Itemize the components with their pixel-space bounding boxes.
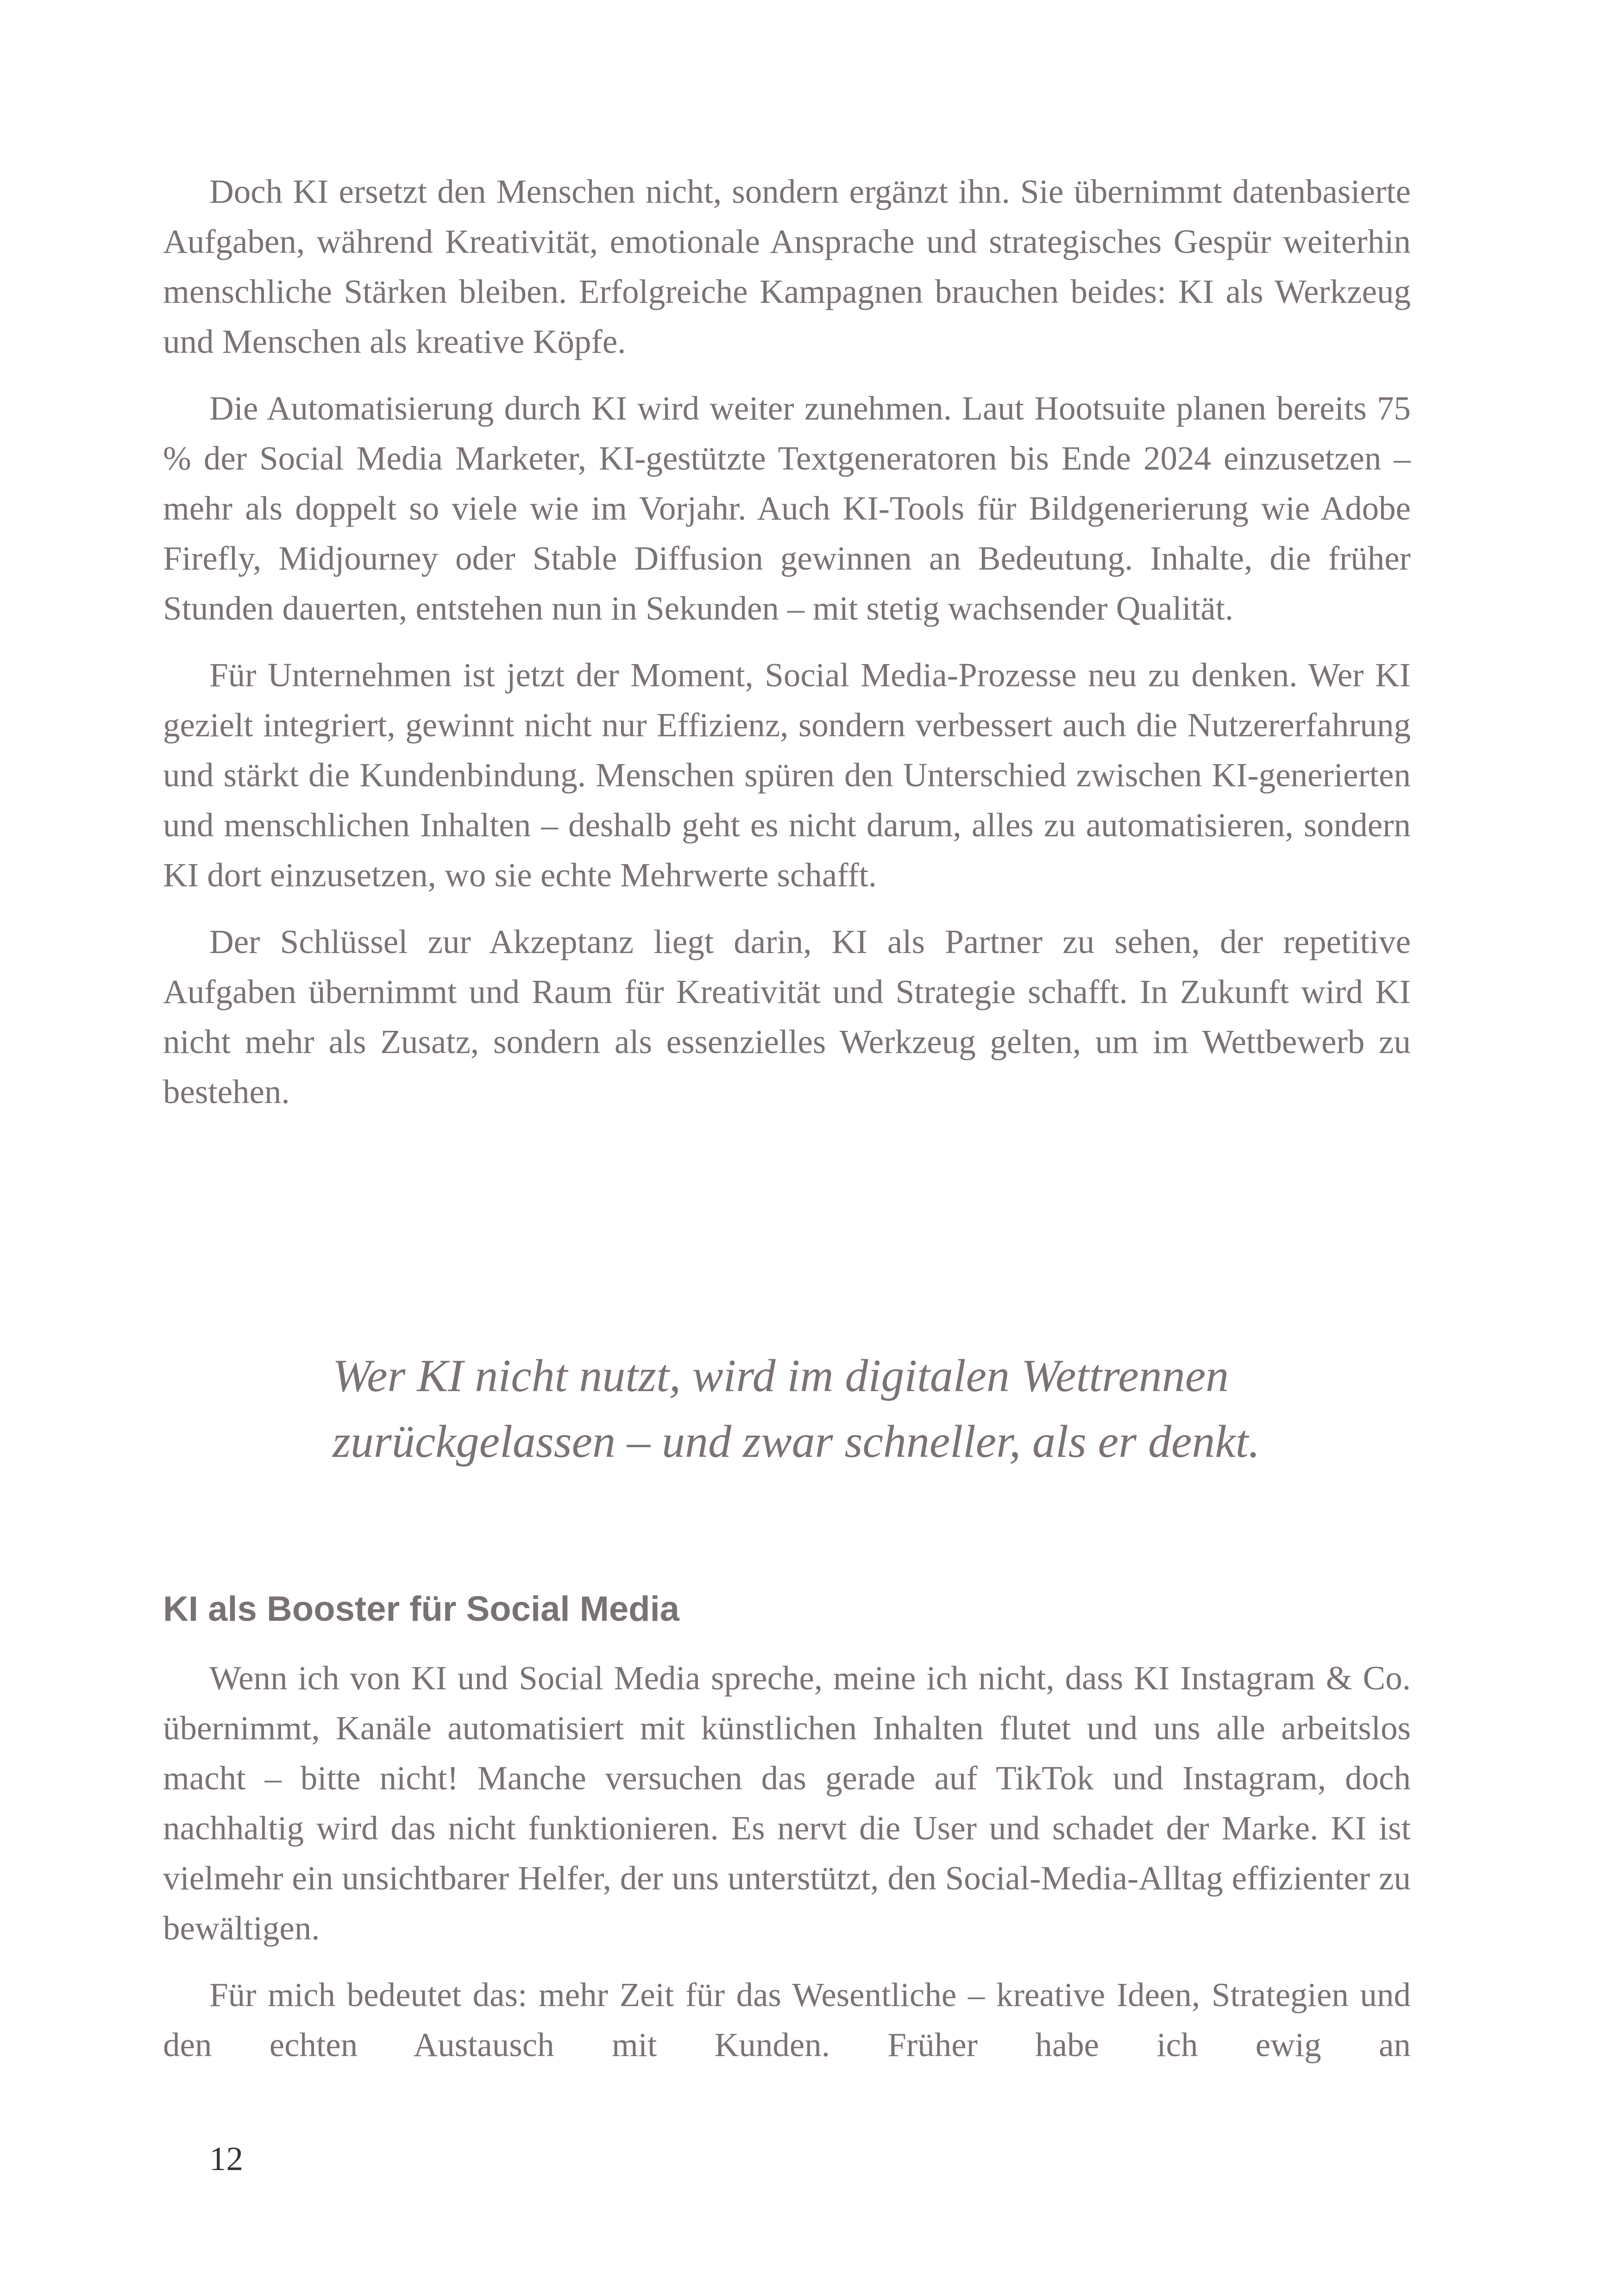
pull-quote-line-1: Wer KI nicht nutzt, wird im digitalen Wettrennen [333,1350,1229,1401]
paragraph: Wenn ich von KI und Social Media spreche, meine ich nicht, dass KI Instagram & Co. übernimmt, Kanäle automatisiert mit künstlichen Inhalten flutet und uns alle arbeitslos macht – bitte nicht! Manche versuchen das gerade auf TikTok und Instagram, doch nachhaltig wird das nicht funktionieren. Es nervt die User und schadet der Marke. KI ist vielmehr ein unsichtbarer Helfer, der uns unterstützt, den Social-Media-Alltag effizienter zu bewältigen. [163,1659,1411,1947]
pull-quote-line-2: zurückgelassen – und zwar schneller, als er denkt. [333,1416,1260,1467]
paragraph: Doch KI ersetzt den Menschen nicht, sondern ergänzt ihn. Sie übernimmt datenbasierte Aufgaben, während Kreativität, emotionale Ansprache und strategisches Gespür weiterhin menschliche Stärken bleiben. Erfolgreiche Kampagnen brauchen beides: KI als Werkzeug und Menschen als kreative Köpfe. [163,173,1411,360]
section-1-body [163,167,1411,1134]
pull-quote [333,1343,1398,1474]
section-heading: KI als Booster für Social Media [163,1589,679,1629]
paragraph: Für Unternehmen ist jetzt der Moment, Social Media-Prozesse neu zu denken. Wer KI gezielt integriert, gewinnt nicht nur Effizienz, sondern verbessert auch die Nutzererfahrung und stärkt die Kundenbindung. Menschen spüren den Unterschied zwischen KI-generierten und menschlichen Inhalten – deshalb geht es nicht darum, alles zu automatisieren, sondern KI dort einzusetzen, wo sie echte Mehrwerte schafft. [163,656,1411,894]
paragraph: Der Schlüssel zur Akzeptanz liegt darin, KI als Partner zu sehen, der repetitive Aufgaben übernimmt und Raum für Kreativität und Strategie schafft. In Zukunft wird KI nicht mehr als Zusatz, sondern als essenzielles Werkzeug gelten, um im Wettbewerb zu bestehen. [163,923,1411,1110]
page-number: 12 [209,2140,243,2177]
paragraph: Die Automatisierung durch KI wird weiter zunehmen. Laut Hootsuite planen bereits 75 % der Social Media Marketer, KI-gestützte Textgeneratoren bis Ende 2024 einzusetzen – mehr als doppelt so viele wie im Vorjahr. Auch KI-Tools für Bildgenerierung wie Adobe Firefly, Midjourney oder Stable Diffusion gewinnen an Bedeutung. Inhalte, die früher Stunden dauerten, entstehen nun in Sekunden – mit stetig wachsender Qualität. [163,389,1411,627]
section-2-body [163,1653,1411,2087]
paragraph: Für mich bedeutet das: mehr Zeit für das Wesentliche – kreative Ideen, Strategien und den echten Austausch mit Kunden. Früher habe ich ewig an [163,1976,1411,2064]
